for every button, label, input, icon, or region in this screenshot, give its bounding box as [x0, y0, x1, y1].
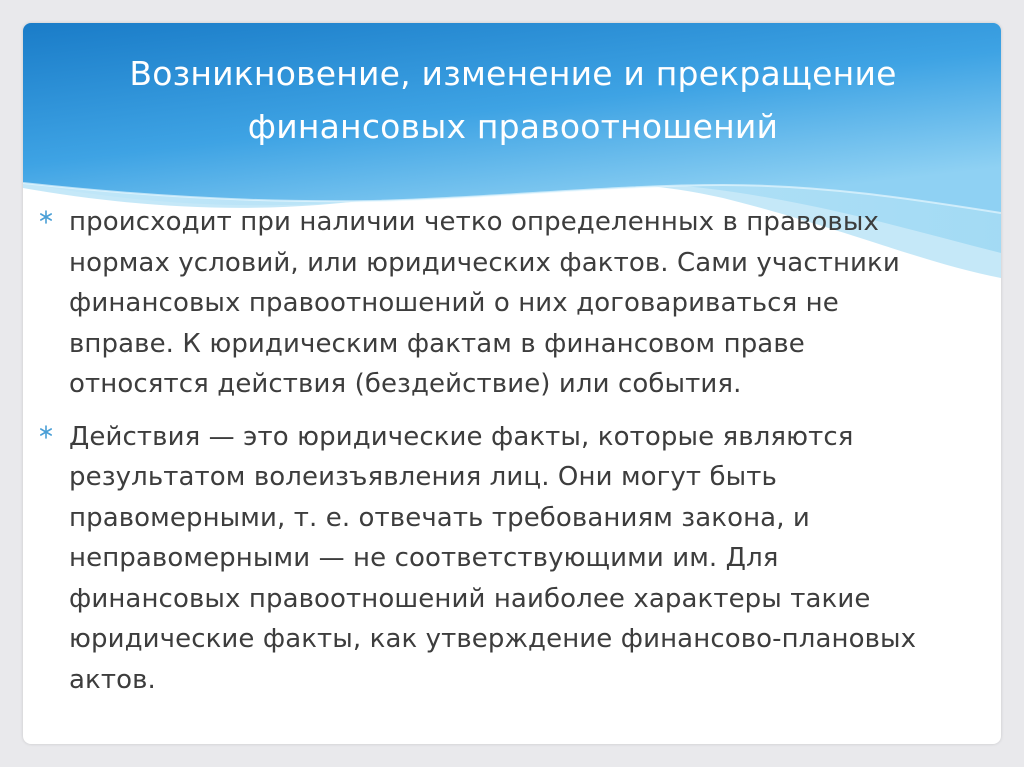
asterisk-bullet-icon	[37, 423, 55, 441]
bullet-item-1-text	[69, 202, 977, 405]
text-line: вправе. К юридическим фактам в финансовом праве	[69, 328, 805, 359]
asterisk-bullet-icon	[37, 208, 55, 226]
slide	[23, 23, 1001, 744]
text-line: правомерными, т. е. отвечать требованиям закона, и	[69, 502, 810, 533]
text-line: финансовых правоотношений наиболее характеры такие	[69, 583, 871, 614]
text-line: неправомерными — не соответствующими им. Для	[69, 543, 779, 573]
bullet-item-2	[37, 417, 977, 701]
text-line: происходит при наличии четко определенных в правовых	[69, 207, 879, 237]
text-line: результатом волеизъявления лиц. Они могут быть	[69, 462, 777, 492]
slide-title-line-1: Возникновение, изменение и прекращение	[129, 54, 897, 93]
text-line: Действия — это юридические факты, которые являются	[69, 421, 854, 452]
slide-title	[83, 47, 943, 153]
text-line: юридические факты, как утверждение финансово-плановых	[69, 624, 917, 654]
text-line: нормах условий, или юридических фактов. Сами участники	[69, 247, 900, 278]
text-line: финансовых правоотношений о них договариваться не	[69, 288, 839, 318]
slide-title-line-2: финансовых правоотношений	[247, 107, 779, 146]
text-line: актов.	[69, 664, 156, 695]
text-line: относятся действия (бездействие) или события.	[69, 369, 742, 399]
bullet-item-2-text	[69, 417, 977, 701]
bullet-list	[37, 202, 977, 712]
bullet-item-1	[37, 202, 977, 405]
